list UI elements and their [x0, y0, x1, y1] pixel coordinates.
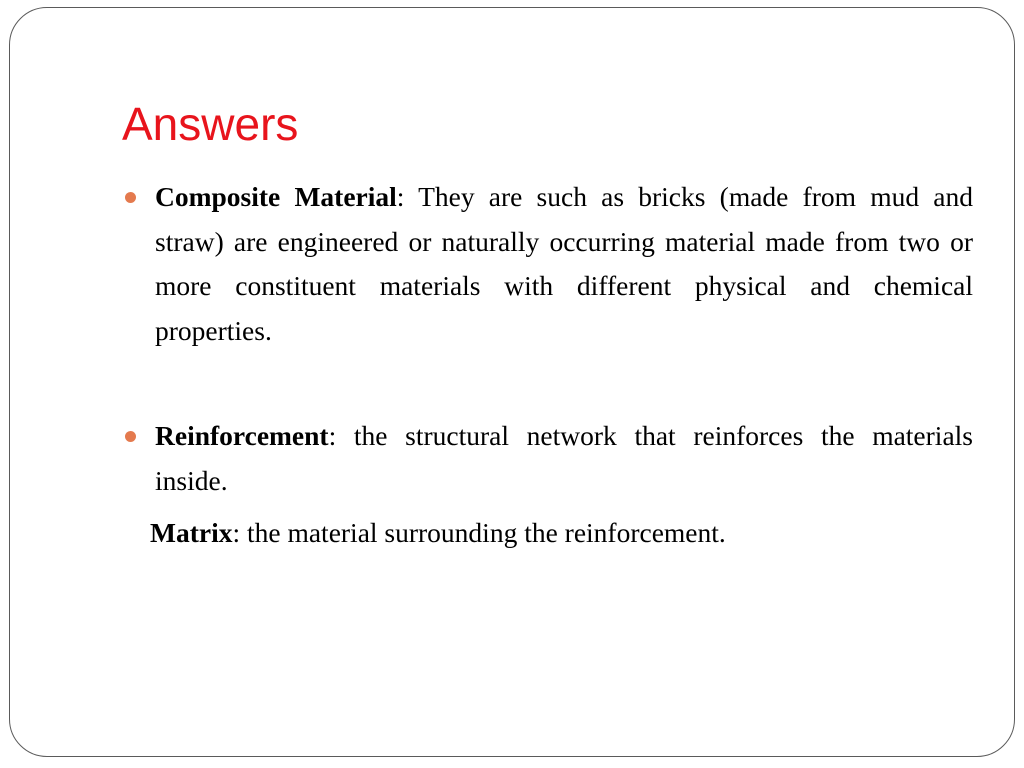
matrix-line — [150, 511, 970, 556]
term-matrix: Matrix — [150, 517, 233, 548]
slide-frame — [9, 7, 1015, 757]
term-separator: : — [328, 420, 337, 451]
term-separator: : — [396, 181, 405, 212]
bullet-dot-icon — [125, 431, 136, 442]
definition-reinforcement: the structural network that reinforces the materials inside. — [155, 420, 973, 496]
term-composite-material: Composite Material — [155, 181, 397, 212]
term-separator: : — [232, 517, 241, 548]
slide-title: Answers — [122, 98, 299, 150]
term-reinforcement: Reinforcement — [155, 420, 329, 451]
definition-composite-material: They are such as bricks (made from mud and straw) are engineered or naturally occurring material made from two or more constituent materials with different physical and chemical properties. — [155, 181, 973, 346]
definition-matrix: the material surrounding the reinforcement. — [240, 517, 726, 548]
bullet-reinforcement — [155, 414, 973, 503]
bullet-composite-material — [155, 175, 973, 353]
bullet-dot-icon — [125, 192, 136, 203]
